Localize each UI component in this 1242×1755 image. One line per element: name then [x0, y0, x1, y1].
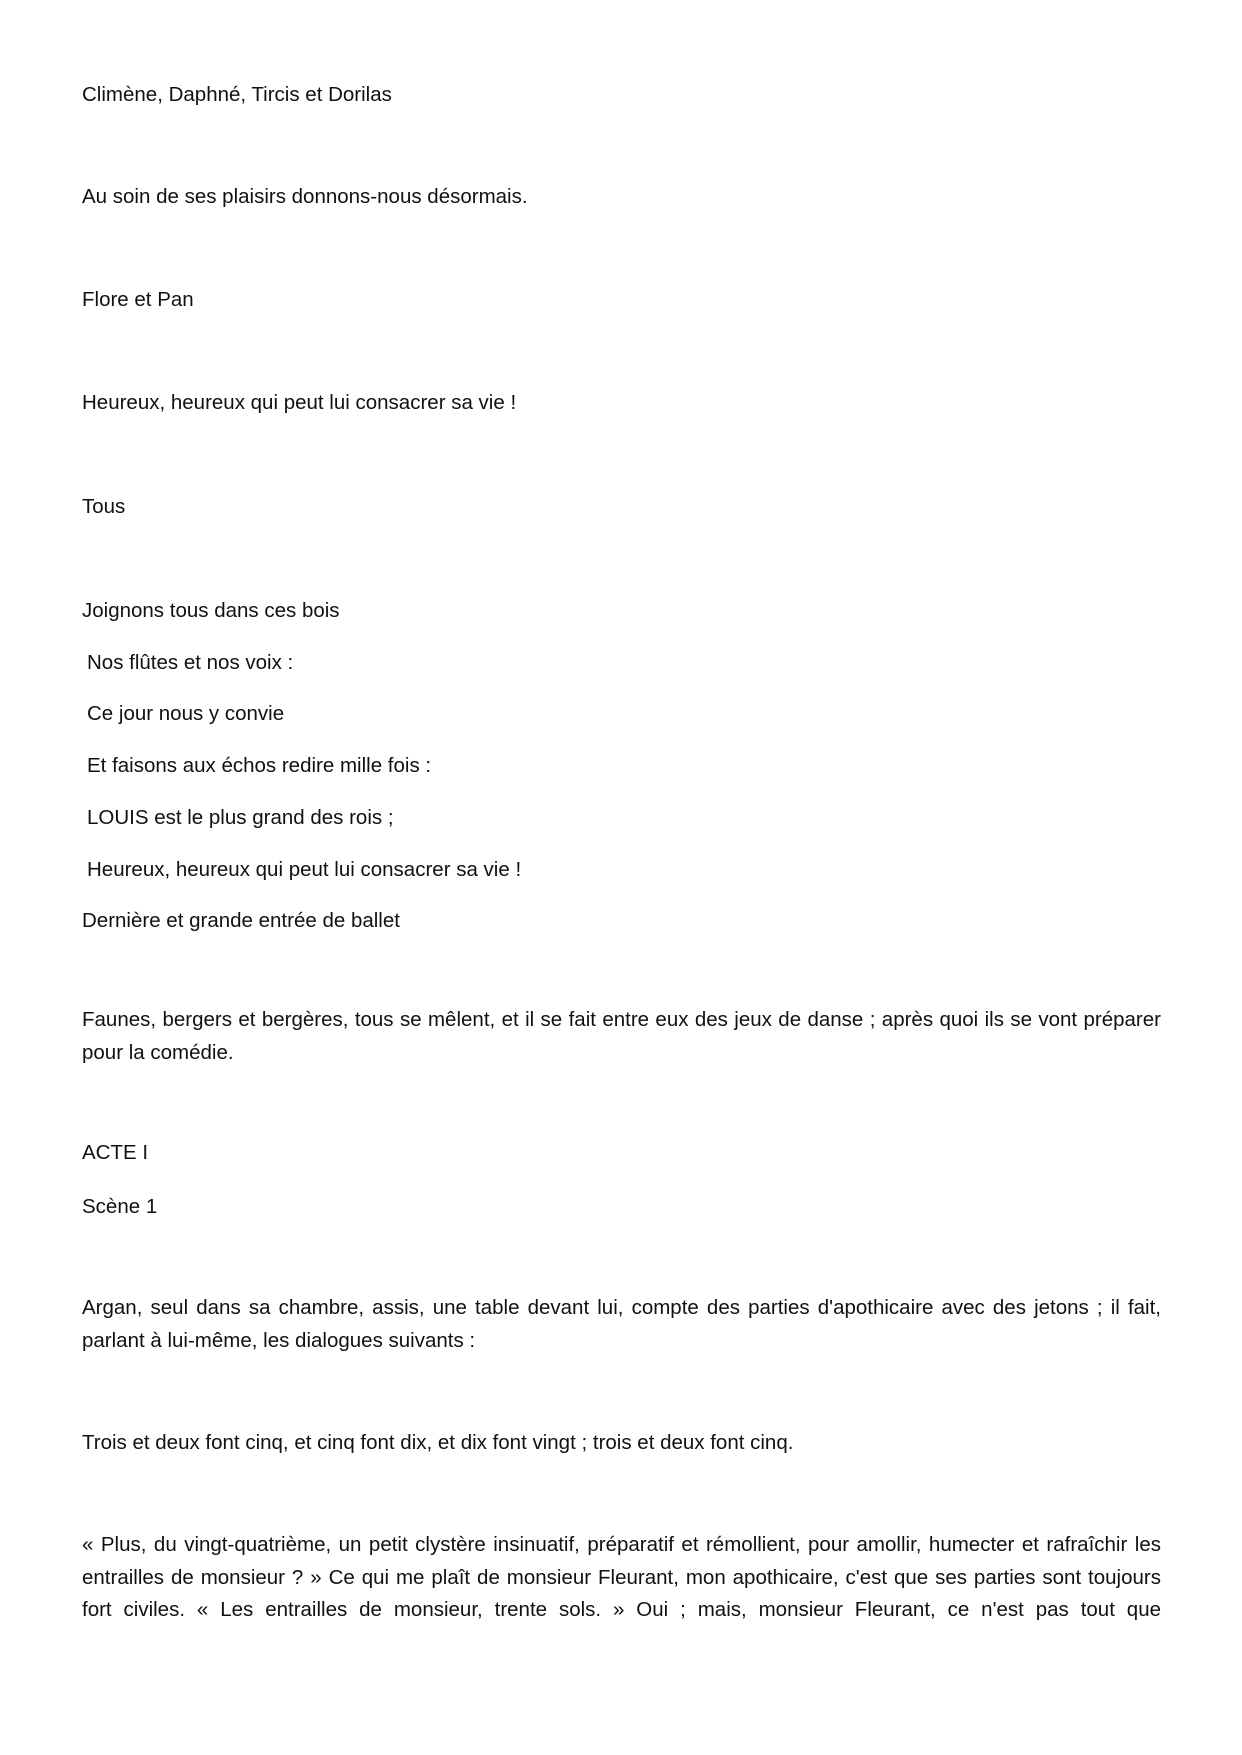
verse-line: Heureux, heureux qui peut lui consacrer sa vie ! — [87, 858, 522, 881]
verse-line: Et faisons aux échos redire mille fois : — [87, 754, 432, 777]
speaker-line: Tous — [82, 495, 126, 518]
verse-line: LOUIS est le plus grand des rois ; — [87, 806, 394, 829]
act-title: ACTE I — [82, 1141, 149, 1164]
verse-line: Joignons tous dans ces bois — [82, 599, 340, 622]
stage-heading: Dernière et grande entrée de ballet — [82, 909, 400, 932]
paragraph-ballet: Faunes, bergers et bergères, tous se mêlent, et il se fait entre eux des jeux de danse ; après quoi ils se vont préparer pour la comédie. — [82, 1008, 1161, 1064]
dialogue-line: Trois et deux font cinq, et cinq font dix, et dix font vingt ; trois et deux font cinq. — [82, 1431, 794, 1454]
verse-line: Nos flûtes et nos voix : — [87, 651, 294, 674]
paragraph-argan: Argan, seul dans sa chambre, assis, une table devant lui, compte des parties d'apothicaire avec des jetons ; il fait, parlant à lui-même, les dialogues suivants : — [82, 1296, 1161, 1352]
scene-title: Scène 1 — [82, 1195, 158, 1218]
speaker-line: Flore et Pan — [82, 288, 194, 311]
speaker-line: Climène, Daphné, Tircis et Dorilas — [82, 83, 392, 106]
verse-line: Au soin de ses plaisirs donnons-nous désormais. — [82, 185, 528, 208]
paragraph-fleurant: « Plus, du vingt-quatrième, un petit clystère insinuatif, préparatif et rémollient, pour amollir, humecter et rafraîchir les entrailles de monsieur ? » Ce qui me plaît de monsieur Fleurant, mon apothicaire, c'est que ses parties sont toujours fort civiles. « Les entrailles de monsieur, trente sols. » Oui ; mais, monsieur Fleurant, ce n'est pas tout que — [82, 1533, 1161, 1621]
verse-line: Ce jour nous y convie — [87, 702, 285, 725]
verse-line: Heureux, heureux qui peut lui consacrer sa vie ! — [82, 391, 517, 414]
